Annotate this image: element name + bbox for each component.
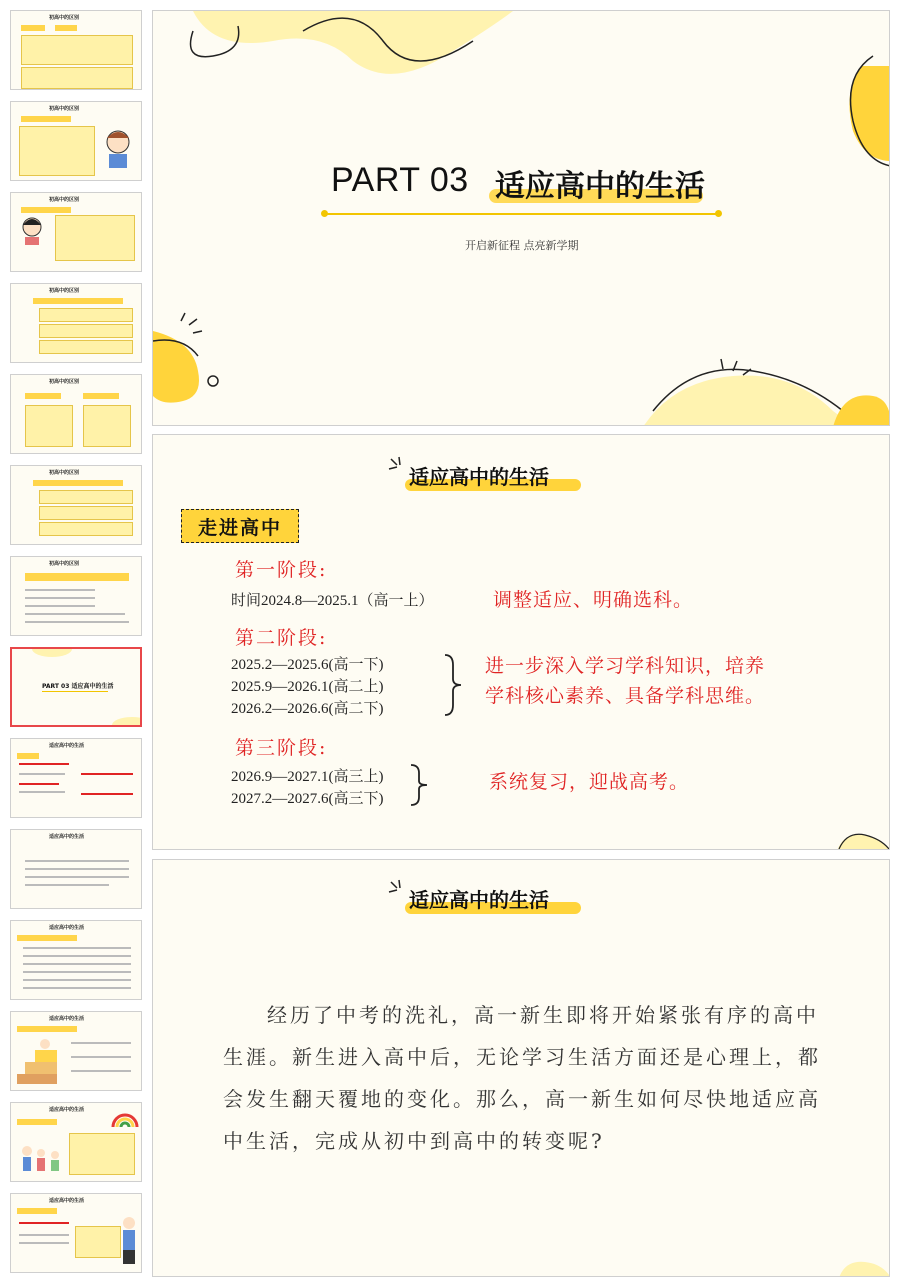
thumbnail-line xyxy=(25,589,95,591)
thumbnail-line xyxy=(81,793,133,795)
stage-2-goal-line: 进一步深入学习学科知识，培养 xyxy=(485,655,766,677)
thumbnail-line xyxy=(23,979,131,981)
stage-2-goal-line: 学科核心素养、具备学科思维。 xyxy=(485,685,766,707)
intro-paragraph: 经历了中考的洗礼，高一新生即将开始紧张有序的高中生涯。新生进入高中后，无论学习生活方面还是心理上，都会发生翻天覆地的变化。那么，高一新生如何尽快地适应高中生活，完成从初中到高中的转变呢? xyxy=(223,1003,821,1153)
decorative-blobs xyxy=(153,11,890,426)
bracket-icon xyxy=(409,763,429,807)
thumbnail-title: 初高中的区别 xyxy=(49,470,80,476)
divider-dot-left xyxy=(321,210,328,217)
thumbnail-title: 初高中的区别 xyxy=(49,288,80,294)
thumbnail-box xyxy=(39,324,133,338)
slide-thumbnail-2[interactable] xyxy=(10,101,142,181)
rainbow-icon xyxy=(111,1109,139,1129)
thumbnail-label xyxy=(25,393,61,399)
thumbnail-title: 初高中的区别 xyxy=(49,15,80,21)
thumbnail-box xyxy=(39,490,133,504)
thumbnail-box xyxy=(39,506,133,520)
section-tag: 走进高中 xyxy=(181,509,299,543)
thumbnail-box xyxy=(25,405,73,447)
thumbnail-line xyxy=(25,621,129,623)
thumbnail-label xyxy=(21,116,71,122)
thumbnail-label xyxy=(55,25,77,31)
thumbnail-line xyxy=(25,884,109,886)
stage-3-date: 2026.9—2027.1(高三上) xyxy=(231,769,384,785)
slide-thumbnail-6[interactable] xyxy=(10,465,142,545)
cartoon-boy-icon xyxy=(101,126,135,172)
thumbnail-line xyxy=(71,1056,131,1058)
slide-thumbnail-1[interactable] xyxy=(10,10,142,90)
stage-2-label: 第二阶段: xyxy=(235,627,328,649)
decorative-blob xyxy=(829,1248,890,1277)
thumbnail-line xyxy=(23,987,131,989)
thumbnail-line xyxy=(19,1234,69,1236)
thumbnail-title: 适应高中的生活 xyxy=(49,834,85,840)
thumbnail-rule xyxy=(42,691,108,692)
thumbnail-label xyxy=(17,1119,57,1125)
slide-thumbnail-panel[interactable] xyxy=(0,0,148,1286)
thumbnail-title: 初高中的区别 xyxy=(49,561,80,567)
thumbnail-title: PART 03 适应高中的生活 xyxy=(42,683,114,690)
stage-2-date: 2025.9—2026.1(高二上) xyxy=(231,679,384,695)
stage-3-label: 第三阶段: xyxy=(235,737,328,759)
thumbnail-title: 适应高中的生活 xyxy=(49,743,85,749)
stage-2-date: 2026.2—2026.6(高二下) xyxy=(231,701,384,717)
stage-1-goal: 调整适应、明确选科。 xyxy=(493,589,694,611)
thumbnail-line xyxy=(71,1042,131,1044)
thumbnail-label xyxy=(17,935,77,941)
slide-thumbnail-3[interactable] xyxy=(10,192,142,272)
thumbnail-blob xyxy=(32,647,72,657)
thumbnail-box xyxy=(21,35,133,65)
thumbnail-box xyxy=(75,1226,121,1258)
thumbnail-title: 适应高中的生活 xyxy=(49,1016,85,1022)
thumbnail-box xyxy=(39,522,133,536)
thumbnail-blob xyxy=(112,717,142,727)
thumbnail-title: 初高中的区别 xyxy=(49,379,80,385)
thumbnail-box xyxy=(39,308,133,322)
thumbnail-box xyxy=(69,1133,135,1175)
thumbnail-line xyxy=(23,955,131,957)
thumbnail-title: 初高中的区别 xyxy=(49,197,80,203)
thumbnail-box xyxy=(21,67,133,89)
thumbnail-line xyxy=(25,597,95,599)
thumbnail-line xyxy=(19,783,59,785)
part-number: PART 03 xyxy=(331,161,469,199)
slide-title: 适应高中的生活 xyxy=(409,465,549,489)
thumbnail-line xyxy=(25,876,129,878)
bracket-icon xyxy=(443,653,463,717)
sparkle-icon xyxy=(385,878,409,900)
thumbnail-line xyxy=(19,763,69,765)
thumbnail-label xyxy=(21,207,71,213)
slide-intro-paragraph[interactable] xyxy=(152,859,890,1277)
thumbnail-line xyxy=(81,773,133,775)
slide-thumbnail-12[interactable] xyxy=(10,1011,142,1091)
thumbnail-label xyxy=(83,393,119,399)
sparkle-icon xyxy=(385,455,409,477)
thumbnail-label xyxy=(17,753,39,759)
slide-title: 适应高中的生活 xyxy=(409,888,549,912)
stage-3-date: 2027.2—2027.6(高三下) xyxy=(231,791,384,807)
thumbnail-box xyxy=(39,340,133,354)
thumbnail-line xyxy=(25,860,129,862)
thumbnail-line xyxy=(19,791,65,793)
thumbnail-line xyxy=(25,868,129,870)
thumbnail-line xyxy=(23,971,131,973)
thumbnail-title: 适应高中的生活 xyxy=(49,1198,85,1204)
thumbnail-line xyxy=(19,1222,69,1224)
thumbnail-title: 初高中的区别 xyxy=(49,106,80,112)
thumbnail-line xyxy=(19,773,65,775)
slide-thumbnail-13[interactable] xyxy=(10,1102,142,1182)
cartoon-girl-icon xyxy=(19,215,45,245)
slide-thumbnail-5[interactable] xyxy=(10,374,142,454)
thumbnail-line xyxy=(19,1242,69,1244)
thumbnail-title: 适应高中的生活 xyxy=(49,1107,85,1113)
thumbnail-label xyxy=(33,298,123,304)
thumbnail-box xyxy=(83,405,131,447)
section-title: 适应高中的生活 xyxy=(495,169,705,204)
slide-part-03-title[interactable] xyxy=(152,10,890,426)
decorative-blob xyxy=(829,823,890,850)
cartoon-man-icon xyxy=(119,1216,139,1266)
thumbnail-line xyxy=(71,1070,131,1072)
slide-thumbnail-9[interactable] xyxy=(10,738,142,818)
thumbnail-label xyxy=(21,25,45,31)
slide-thumbnail-10[interactable] xyxy=(10,829,142,909)
title-divider xyxy=(323,213,719,215)
thumbnail-label xyxy=(25,573,129,581)
slide-thumbnail-4[interactable] xyxy=(10,283,142,363)
people-illustration-icon xyxy=(19,1143,63,1173)
slide-thumbnail-7[interactable] xyxy=(10,556,142,636)
slide-subtitle: 开启新征程 点亮新学期 xyxy=(465,239,579,252)
thumbnail-box xyxy=(55,215,135,261)
thumbnail-box xyxy=(19,126,95,176)
stairs-illustration-icon xyxy=(17,1038,57,1086)
slide-thumbnail-8[interactable] xyxy=(10,647,142,727)
thumbnail-line xyxy=(25,613,125,615)
thumbnail-title: 适应高中的生活 xyxy=(49,925,85,931)
thumbnail-line xyxy=(23,947,131,949)
thumbnail-line xyxy=(23,963,131,965)
stage-1-date: 时间2024.8—2025.1（高一上） xyxy=(231,593,434,609)
stage-1-label: 第一阶段: xyxy=(235,559,328,581)
slide-thumbnail-14[interactable] xyxy=(10,1193,142,1273)
thumbnail-label xyxy=(17,1026,77,1032)
slide-stages[interactable] xyxy=(152,434,890,850)
divider-dot-right xyxy=(715,210,722,217)
slide-thumbnail-11[interactable] xyxy=(10,920,142,1000)
thumbnail-line xyxy=(25,605,95,607)
stage-3-goal: 系统复习，迎战高考。 xyxy=(489,771,690,793)
thumbnail-label xyxy=(33,480,123,486)
stage-2-date: 2025.2—2025.6(高一下) xyxy=(231,657,384,673)
thumbnail-label xyxy=(17,1208,57,1214)
